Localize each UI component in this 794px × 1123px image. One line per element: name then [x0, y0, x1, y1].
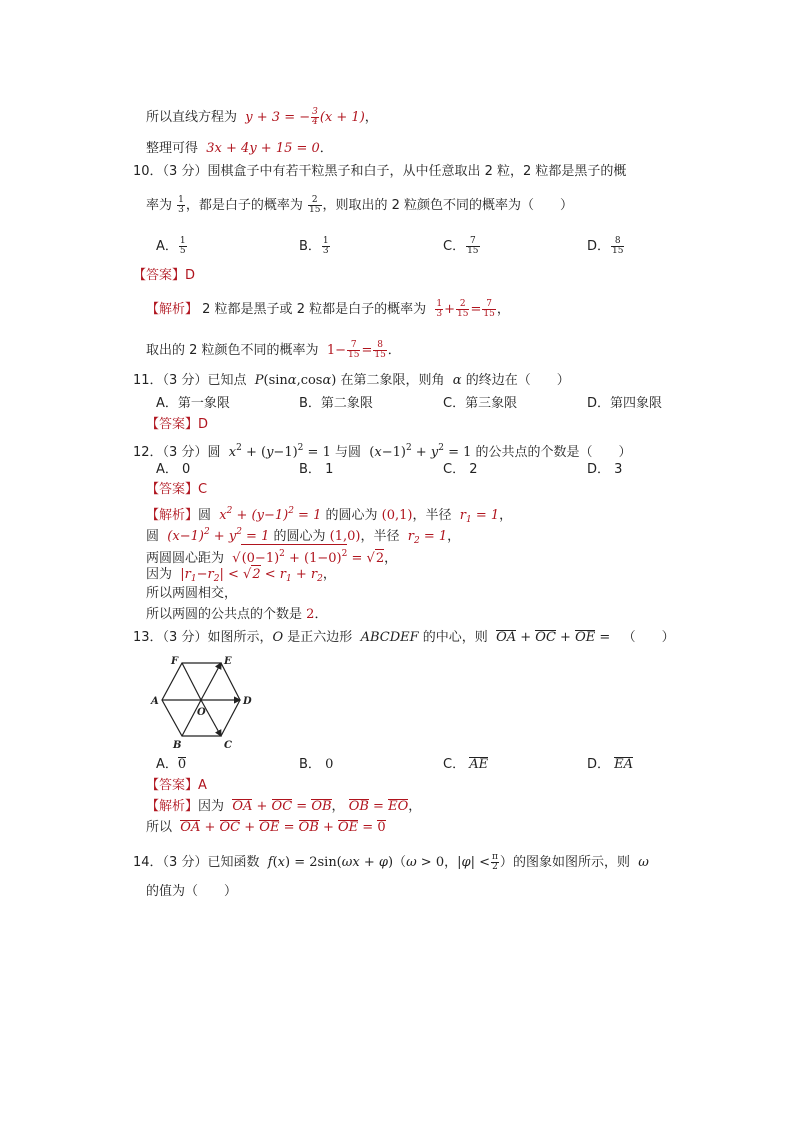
q11-option-a[interactable]: A．第一象限 — [156, 396, 230, 411]
formula-simplified: 3x + 4y + 15 = 0 — [202, 141, 320, 156]
q12-analysis-line4: 因为 $|r_1-r_2| < √2 < r_1 + r_2$， — [146, 567, 336, 584]
q10-diff-formula: 1− $\frac{7}{15}$ = $\frac{8}{15}$ — [322, 340, 386, 360]
q10-fraction-black: $\frac{1}{3}$ — [178, 195, 184, 215]
q12-option-d[interactable]: D． 3 — [587, 462, 623, 477]
q10-option-b[interactable]: B． $\frac{1}{3}$ — [299, 236, 329, 256]
hex-label-d: D — [243, 696, 252, 707]
hex-label-a: A — [151, 696, 159, 707]
q13-option-d[interactable]: D． EA — [587, 757, 634, 772]
q10-option-c[interactable]: C． $\frac{7}{15}$ — [443, 236, 479, 256]
q14-stem-line2: 的值为（ ） — [146, 884, 238, 899]
hex-label-o: O — [197, 707, 206, 718]
q10-option-a[interactable]: A． $\frac{1}{5}$ — [156, 236, 186, 256]
q13-option-b[interactable]: B． 0 — [299, 757, 334, 772]
prev-line-equation: 所以直线方程为 y + 3 = − $\frac{3}{4}$ (x + 1)， — [146, 107, 378, 127]
q12-analysis-line6: 所以两圆的公共点的个数是 2． — [146, 607, 328, 622]
q11-option-b[interactable]: B．第二象限 — [299, 396, 373, 411]
q12-analysis-line1: 【解析】圆 $x^2 + (y-1)^2 = 1$ 的圆心为 (0,1)，半径 $r_1 = 1$， — [146, 506, 513, 525]
q10-answer: 【答案】D — [133, 268, 196, 283]
q12-analysis-line2: 圆 $(x-1)^2 + y^2 = 1$ 的圆心为 (1,0)，半径 $r_2 = 1$， — [146, 527, 461, 546]
q12-analysis-line3: 两圆圆心距为 $√(0-1)^2 + (1-0)^2 = √2$， — [146, 544, 397, 568]
q11-option-d[interactable]: D．第四象限 — [587, 396, 663, 411]
q11-stem: 11．（3 分）已知点 P(sinα,cosα) 在第二象限，则角 α 的终边在（ ） — [133, 373, 570, 388]
q10-analysis-line1: 【解析】 2 粒都是黑子或 2 粒都是白子的概率为 $\frac{1}{3}$ + $\frac{2}{15}$ = $\frac{7}{15}$ ， — [146, 299, 510, 319]
q12-analysis-line5: 所以两圆相交， — [146, 586, 238, 601]
q13-analysis-line2: 所以 OA + OC + OE = OB + OE = 0 — [146, 820, 386, 835]
q11-answer: 【答案】D — [146, 417, 209, 432]
q14-stem-line1: 14．（3 分）已知函数 f(x) = 2sin(ωx + φ)（ω > 0，|φ| < $\frac{\pi}{2}$ ）的图象如图所示，则 ω — [133, 852, 649, 872]
q12-option-c[interactable]: C． 2 — [443, 462, 478, 477]
q13-answer: 【答案】A — [146, 778, 207, 793]
formula-line: y + 3 = − $\frac{3}{4}$ (x + 1) — [241, 107, 365, 127]
q10-sum-formula: $\frac{1}{3}$ + $\frac{2}{15}$ = $\frac{7}{15}$ — [436, 299, 495, 319]
hex-label-f: F — [171, 656, 179, 667]
q10-option-d[interactable]: D． $\frac{8}{15}$ — [587, 236, 624, 256]
q12-answer: 【答案】C — [146, 482, 208, 497]
prev-line-simplified: 整理可得 3x + 4y + 15 = 0． — [146, 141, 333, 156]
q12-option-a[interactable]: A． 0 — [156, 462, 191, 477]
q13-option-c[interactable]: C． AE — [443, 757, 489, 772]
q10-analysis-line2: 取出的 2 粒颜色不同的概率为 1− $\frac{7}{15}$ = $\frac{8}{15}$ ． — [146, 340, 401, 360]
hexagon-figure — [146, 652, 256, 752]
q10-stem-line2: 率为 $\frac{1}{3}$ ，都是白子的概率为 $\frac{2}{15}$ ，则取出的 2 粒颜色不同的概率为（ ） — [146, 195, 574, 215]
hex-label-b: B — [173, 740, 182, 751]
q12-stem: 12．（3 分）圆 $x^2 + (y-1)^2 = 1$ 与圆 $(x-1)^2 + y^2 = 1$ 的公共点的个数是（ ） — [133, 443, 632, 460]
hex-label-c: C — [224, 740, 232, 751]
q13-option-a[interactable]: A．0 — [156, 757, 187, 772]
q10-stem-line1: 10．（3 分）围棋盒子中有若干粒黑子和白子，从中任意取出 2 粒，2 粒都是黑子的概 — [133, 164, 627, 179]
q11-option-c[interactable]: C．第三象限 — [443, 396, 518, 411]
hex-label-e: E — [224, 656, 232, 667]
q13-stem: 13．（3 分）如图所示，O 是正六边形 ABCDEF 的中心，则 OA + OC + OE = （ ） — [133, 630, 675, 645]
q12-option-b[interactable]: B． 1 — [299, 462, 334, 477]
q13-analysis-line1: 【解析】因为 OA + OC = OB， OB = EO， — [146, 799, 422, 814]
q10-fraction-white: $\frac{2}{15}$ — [309, 195, 321, 215]
q11-point: P(sinα,cosα) — [250, 373, 341, 388]
